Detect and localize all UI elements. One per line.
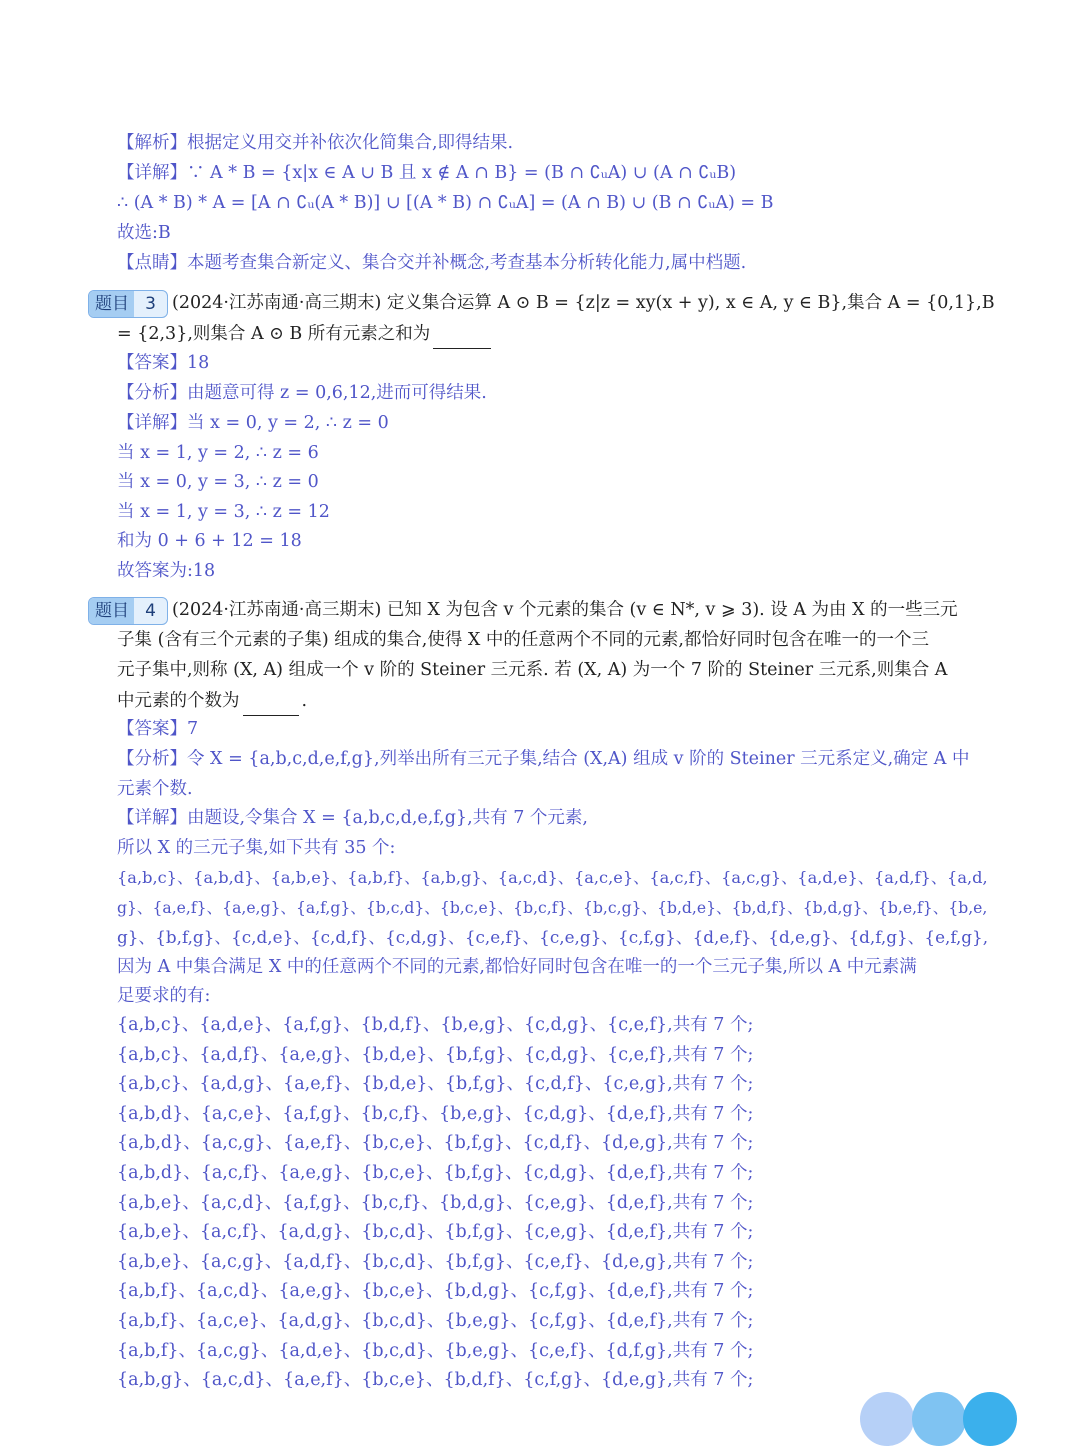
decorative-circle-3 xyxy=(963,1392,1017,1446)
q3-detail-line: 当 x = 1, y = 3, ∴ z = 12 xyxy=(117,502,330,522)
q3-analysis: 【分析】由题意可得 z = 0,6,12,进而可得结果. xyxy=(117,383,487,403)
question-tag-number: 4 xyxy=(145,601,156,621)
q4-stem-line-1: (2024·江苏南通·高三期末) 已知 X 为包含 v 个元素的集合 (v ∈ N*, v ⩾ 3). 设 A 为由 X 的一些三元 xyxy=(172,600,958,620)
q3-detail-line: 和为 0 + 6 + 12 = 18 xyxy=(117,531,302,551)
analysis-line: 【解析】根据定义用交并补依次化简集合,即得结果. xyxy=(117,133,514,153)
q4-system-line: {a,b,f}、{a,c,e}、{a,d,g}、{b,c,d}、{b,e,g}、{c,f,g}、{d,e,f},共有 7 个; xyxy=(117,1311,754,1331)
question-tag-label: 题目 xyxy=(89,291,134,317)
question-4-tag xyxy=(88,597,168,625)
q4-system-line: {a,b,f}、{a,c,d}、{a,e,g}、{b,c,e}、{b,d,g}、{c,f,g}、{d,e,f},共有 7 个; xyxy=(117,1281,754,1301)
q4-subsets-line: g}、{a,e,f}、{a,e,g}、{a,f,g}、{b,c,d}、{b,c,e}、{b,c,f}、{b,c,g}、{b,d,e}、{b,d,f}、{b,d,g}、{b,e,f}、{b,e, xyxy=(117,899,988,917)
q4-subsets-line: g}、{b,f,g}、{c,d,e}、{c,d,f}、{c,d,g}、{c,e,f}、{c,e,g}、{c,f,g}、{d,e,f}、{d,e,g}、{d,f,g}、{e,f,g}, xyxy=(117,927,989,947)
q4-detail-line: 因为 A 中集合满足 X 中的任意两个不同的元素,都恰好同时包含在唯一的一个三元子集,所以 A 中元素满 xyxy=(117,957,917,977)
q4-system-line: {a,b,g}、{a,c,d}、{a,e,f}、{b,c,e}、{b,d,f}、{c,f,g}、{d,e,g},共有 7 个; xyxy=(117,1370,754,1390)
question-tag-number: 3 xyxy=(145,294,156,314)
q3-stem-line-2 xyxy=(117,318,494,349)
detail-line-1: 【详解】∵ A * B = {x|x ∈ A ∪ B 且 x ∉ A ∩ B} = (B ∩ ∁ᵤA) ∪ (A ∩ ∁ᵤB) xyxy=(117,163,737,183)
question-3-tag xyxy=(88,290,168,318)
q4-system-line: {a,b,e}、{a,c,d}、{a,f,g}、{b,c,f}、{b,d,g}、{c,e,g}、{d,e,f},共有 7 个; xyxy=(117,1193,754,1213)
question-tag-label: 题目 xyxy=(89,598,134,624)
comment-line: 【点睛】本题考查集合新定义、集合交并补概念,考查基本分析转化能力,属中档题. xyxy=(117,253,747,273)
decorative-circle-2 xyxy=(912,1392,966,1446)
q3-detail-line: 当 x = 1, y = 2, ∴ z = 6 xyxy=(117,443,319,463)
q3-detail-line: 故答案为:18 xyxy=(117,561,216,581)
q4-system-line: {a,b,c}、{a,d,g}、{a,e,f}、{b,d,e}、{b,f,g}、{c,d,f}、{c,e,g},共有 7 个; xyxy=(117,1074,754,1094)
q4-system-line: {a,b,d}、{a,c,g}、{a,e,f}、{b,c,e}、{b,f,g}、{c,d,f}、{d,e,g},共有 7 个; xyxy=(117,1133,754,1153)
q4-detail-line: 【详解】由题设,令集合 X = {a,b,c,d,e,f,g},共有 7 个元素, xyxy=(117,808,588,828)
q3-stem-line-1: (2024·江苏南通·高三期末) 定义集合运算 A ⊙ B = {z|z = xy(x + y), x ∈ A, y ∈ B},集合 A = {0,1},B xyxy=(172,293,995,313)
q4-detail-line: 所以 X 的三元子集,如下共有 35 个: xyxy=(117,838,396,858)
q4-system-line: {a,b,d}、{a,c,f}、{a,e,g}、{b,c,e}、{b,f,g}、{c,d,g}、{d,e,f},共有 7 个; xyxy=(117,1163,754,1183)
q4-subsets-line: {a,b,c}、{a,b,d}、{a,b,e}、{a,b,f}、{a,b,g}、{a,c,d}、{a,c,e}、{a,c,f}、{a,c,g}、{a,d,e}、{a,d,f}、{a,d, xyxy=(117,868,988,887)
q4-analysis-line-1: 【分析】令 X = {a,b,c,d,e,f,g},列举出所有三元子集,结合 (X,A) 组成 v 阶的 Steiner 三元系定义,确定 A 中 xyxy=(117,749,970,769)
decorative-circle-1 xyxy=(860,1392,914,1446)
q4-system-line: {a,b,c}、{a,d,e}、{a,f,g}、{b,d,f}、{b,e,g}、{c,d,g}、{c,e,f},共有 7 个; xyxy=(117,1015,754,1035)
q4-system-line: {a,b,f}、{a,c,g}、{a,d,e}、{b,c,d}、{b,e,g}、{c,e,f}、{d,f,g},共有 7 个; xyxy=(117,1341,754,1361)
q4-stem-line-4 xyxy=(117,685,307,716)
q4-stem-text: 中元素的个数为 xyxy=(117,691,240,711)
q3-detail-line: 当 x = 0, y = 3, ∴ z = 0 xyxy=(117,472,319,492)
q4-system-line: {a,b,e}、{a,c,g}、{a,d,f}、{b,c,d}、{b,f,g}、{c,e,f}、{d,e,g},共有 7 个; xyxy=(117,1252,754,1272)
choice-line: 故选:B xyxy=(117,223,171,243)
detail-line-2: ∴ (A * B) * A = [A ∩ ∁ᵤ(A * B)] ∪ [(A * B) ∩ ∁ᵤA] = (A ∩ B) ∪ (B ∩ ∁ᵤA) = B xyxy=(117,193,774,213)
answer-blank xyxy=(433,318,491,349)
q3-stem-text: = {2,3},则集合 A ⊙ B 所有元素之和为 xyxy=(117,324,431,344)
q3-detail-line: 【详解】当 x = 0, y = 2, ∴ z = 0 xyxy=(117,413,389,433)
q4-stem-line-3: 元子集中,则称 (X, A) 组成一个 v 阶的 Steiner 三元系. 若 (X, A) 为一个 7 阶的 Steiner 三元系,则集合 A xyxy=(117,660,948,680)
q4-stem-period: . xyxy=(301,691,308,711)
q4-stem-line-2: 子集 (含有三个元素的子集) 组成的集合,使得 X 中的任意两个不同的元素,都恰好同时包含在唯一的一个三 xyxy=(117,630,929,650)
q4-system-line: {a,b,d}、{a,c,e}、{a,f,g}、{b,c,f}、{b,e,g}、{c,d,g}、{d,e,f},共有 7 个; xyxy=(117,1104,754,1124)
q4-analysis-line-2: 元素个数. xyxy=(117,779,193,799)
q3-answer: 【答案】18 xyxy=(117,353,210,373)
q4-system-line: {a,b,c}、{a,d,f}、{a,e,g}、{b,d,e}、{b,f,g}、{c,d,g}、{c,e,f},共有 7 个; xyxy=(117,1045,754,1065)
q4-detail-line: 足要求的有: xyxy=(117,986,211,1006)
answer-blank xyxy=(243,685,299,716)
q4-system-line: {a,b,e}、{a,c,f}、{a,d,g}、{b,c,d}、{b,f,g}、{c,e,g}、{d,e,f},共有 7 个; xyxy=(117,1222,754,1242)
q4-answer: 【答案】7 xyxy=(117,719,199,739)
